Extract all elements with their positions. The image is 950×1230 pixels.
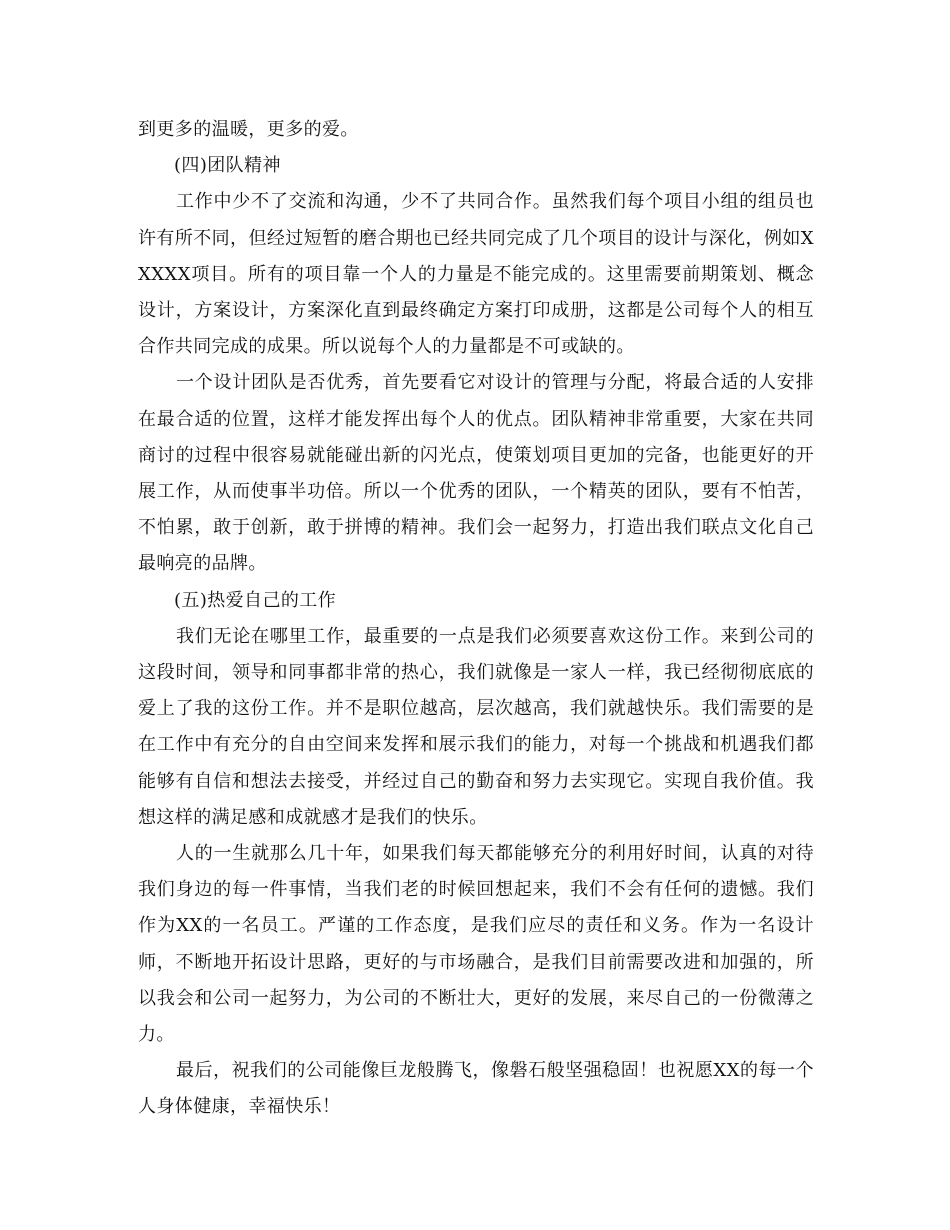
paragraph-closing-wishes: 最后，祝我们的公司能像巨龙般腾飞，像磐石般坚强稳固！也祝愿XX的每一个人身体健康，幸福快乐！ xyxy=(138,1060,814,1118)
paragraph-life-attitude: 人的一生就那么几十年，如果我们每天都能够充分的利用好时间，认真的对待我们身边的每一件事情，当我们老的时候回想起来，我们不会有任何的遗憾。我们作为XX的一名员工。严谨的工作态度，是我们应尽的责任和义务。作为一名设计师，不断地开拓设计思路，更好的与市场融合，是我们目前需要改进和加强的，所以我会和公司一起努力，为公司的不断壮大，更好的发展，来尽自己的一份微薄之力。 xyxy=(138,843,814,1046)
document-page xyxy=(138,112,814,1126)
section-heading-love-work: (五)热爱自己的工作 xyxy=(174,589,337,611)
paragraph-team-excellence: 一个设计团队是否优秀，首先要看它对设计的管理与分配，将最合适的人安排在最合适的位置，这样才能发挥出每个人的优点。团队精神非常重要，大家在共同商讨的过程中很容易就能碰出新的闪光点，使策划项目更加的完备，也能更好的开展工作，从而使事半功倍。所以一个优秀的团队，一个精英的团队，要有不怕苦，不怕累，敢于创新，敢于拼博的精神。我们会一起努力，打造出我们联点文化自己最响亮的品牌。 xyxy=(138,372,814,575)
paragraph-team-cooperation: 工作中少不了交流和沟通，少不了共同合作。虽然我们每个项目小组的组员也许有所不同，但经过短暂的磨合期也已经共同完成了几个项目的设计与深化，例如XXXXX项目。所有的项目靠一个人的力量是不能完成的。这里需要前期策划、概念设计，方案设计，方案深化直到最终确定方案打印成册，这都是公司每个人的相互合作共同完成的成果。所以说每个人的力量都是不可或缺的。 xyxy=(138,191,814,358)
section-heading-team-spirit: (四)团队精神 xyxy=(174,155,281,177)
paragraph-love-work: 我们无论在哪里工作，最重要的一点是我们必须要喜欢这份工作。来到公司的这段时间，领导和同事都非常的热心，我们就像是一家人一样，我已经彻彻底底的爱上了我的这份工作。并不是职位越高，层次越高，我们就越快乐。我们需要的是在工作中有充分的自由空间来发挥和展示我们的能力，对每一个挑战和机遇我们都能够有自信和想法去接受，并经过自己的勤奋和努力去实现它。实现自我价值。我想这样的满足感和成就感才是我们的快乐。 xyxy=(138,625,814,828)
paragraph-continuation: 到更多的温暖，更多的爱。 xyxy=(138,119,359,140)
